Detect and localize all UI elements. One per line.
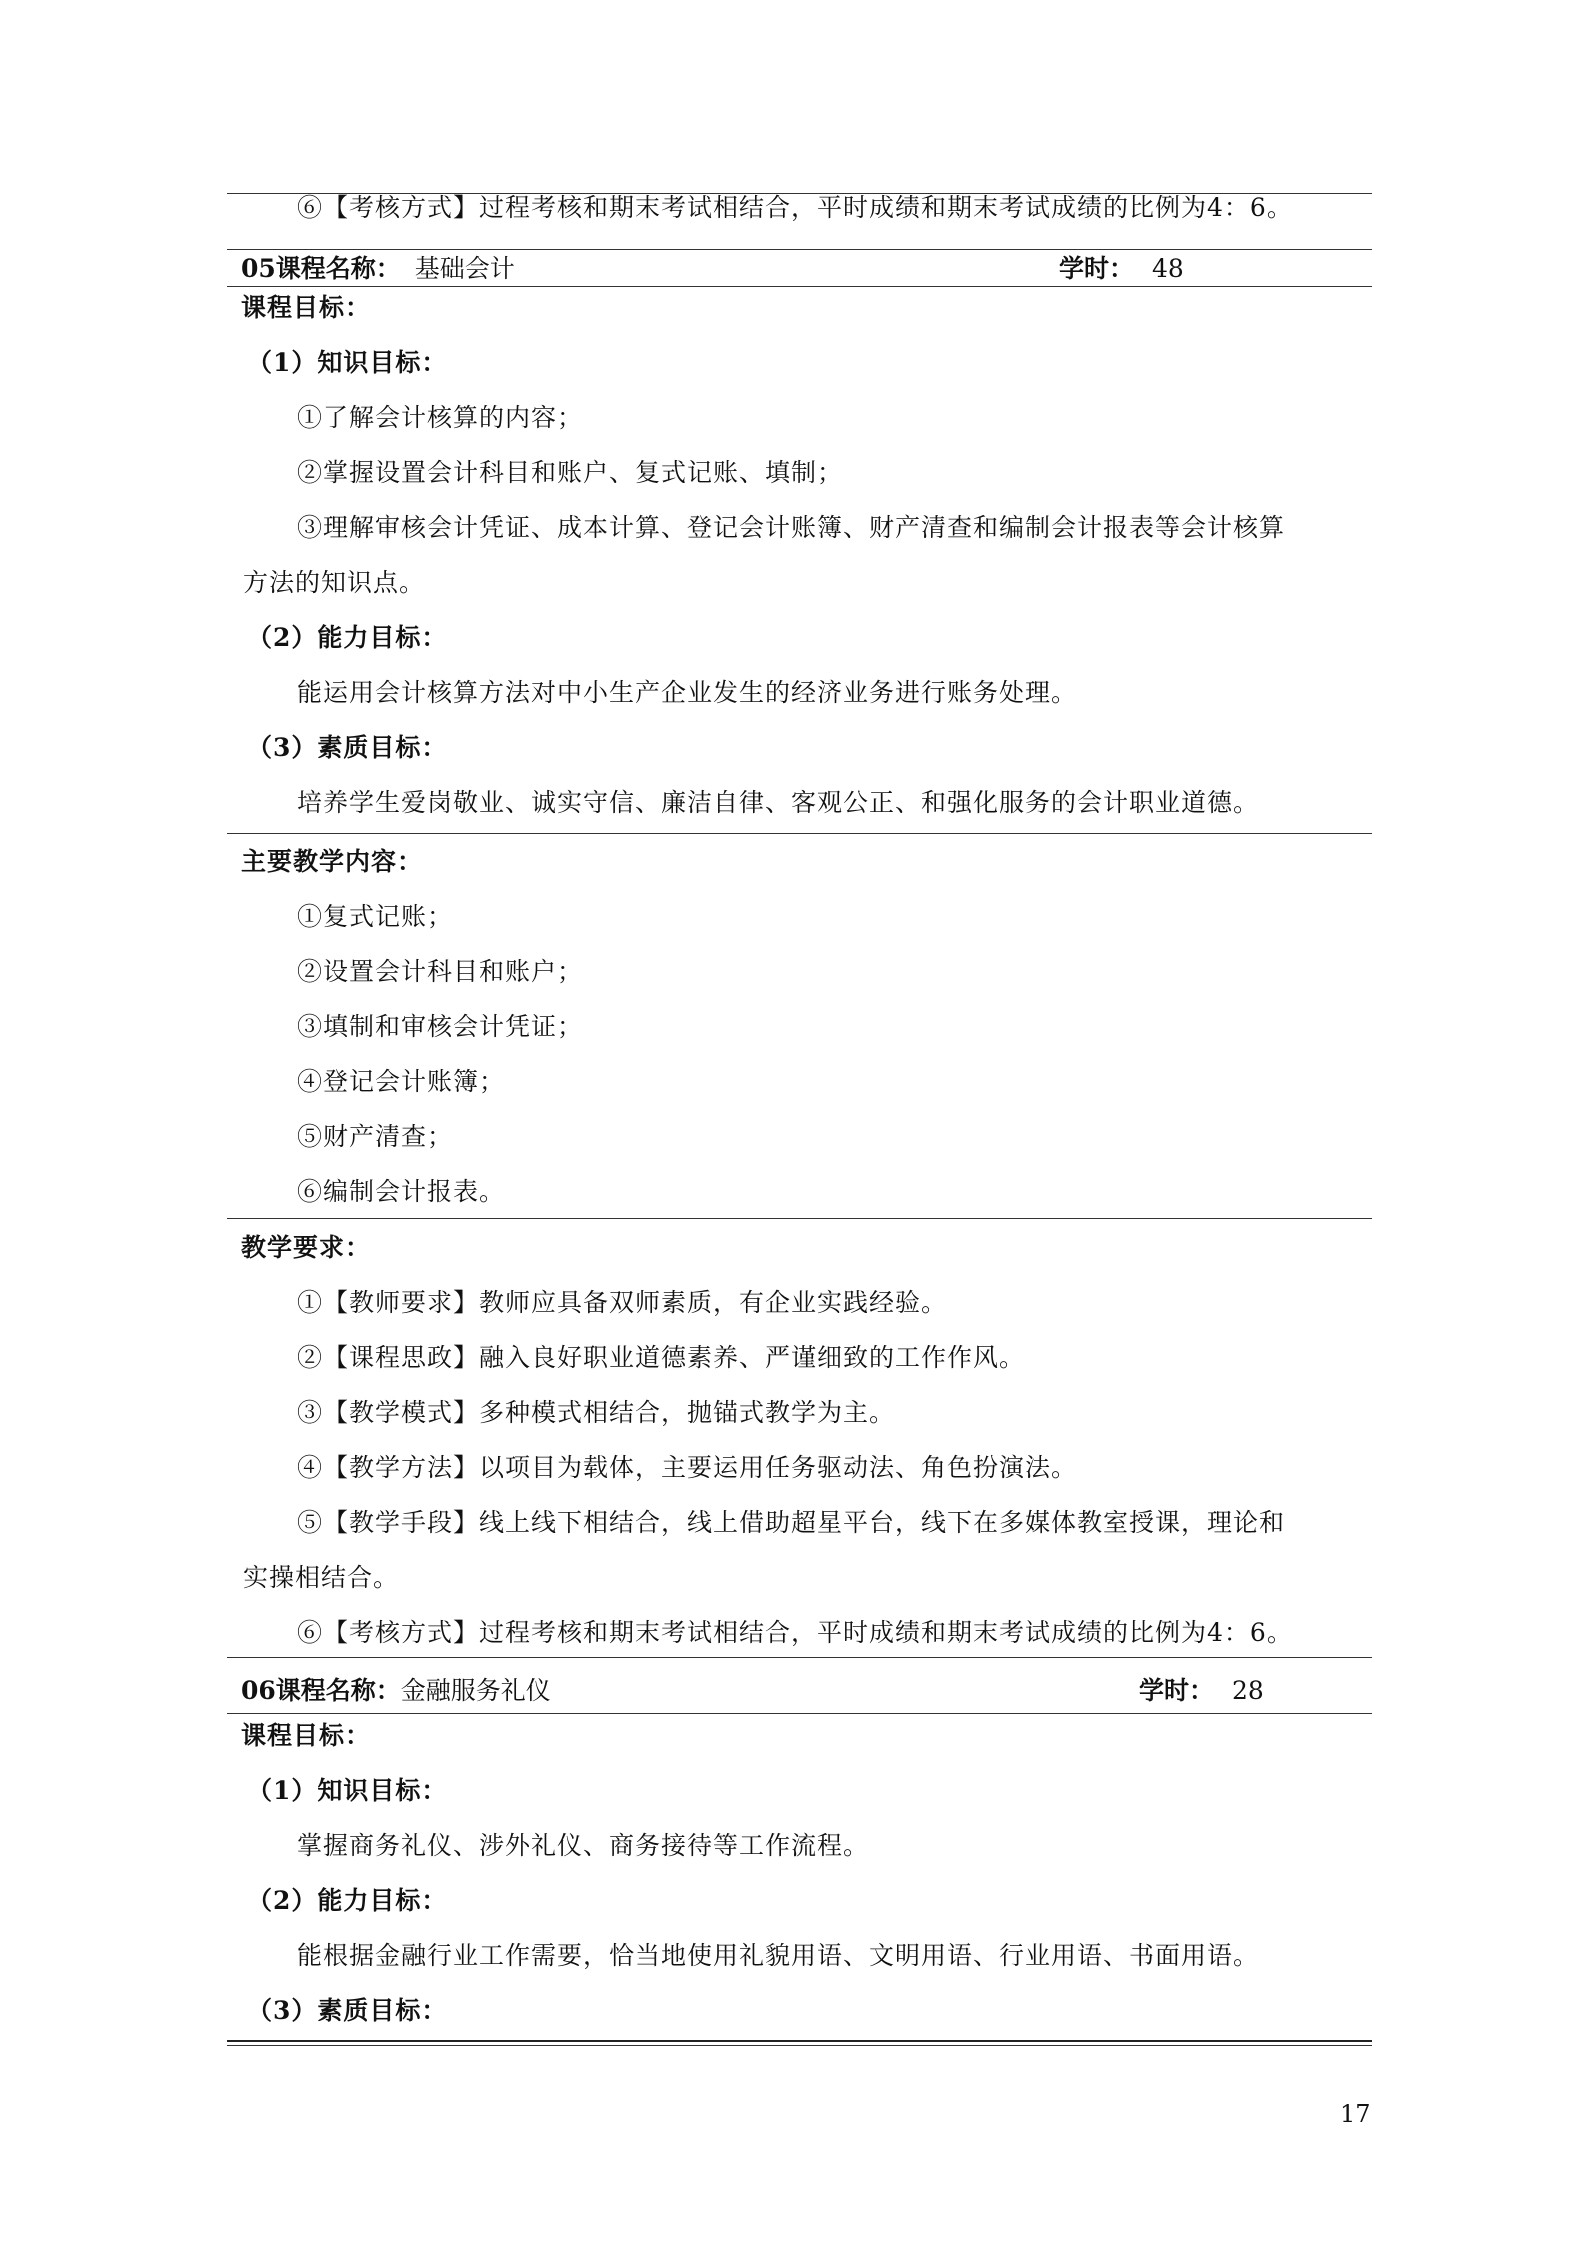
- course06-label: 06课程名称：: [241, 1676, 401, 1705]
- course06-hours-value: 28: [1232, 1676, 1264, 1705]
- course06-quality-title: （3）素质目标：: [247, 1996, 448, 2025]
- course06-title: [241, 1673, 551, 1709]
- course05-content-2: ②设置会计科目和账户；: [297, 957, 584, 986]
- course05-quality: 培养学生爱岗敬业、诚实守信、廉洁自律、客观公正、和强化服务的会计职业道德。: [297, 788, 1260, 817]
- course06-goals-title: 课程目标：: [241, 1721, 372, 1750]
- course05-knowledge-3: ③理解审核会计凭证、成本计算、登记会计账簿、财产清查和编制会计报表等会计核算: [297, 513, 1286, 542]
- course05-req-1: ①【教师要求】教师应具备双师素质，有企业实践经验。: [297, 1288, 948, 1317]
- course05-quality-title: （3）素质目标：: [247, 733, 448, 762]
- rule-req-top: [227, 1218, 1372, 1219]
- course06-ability-title: （2）能力目标：: [247, 1886, 448, 1915]
- course05-title: [241, 251, 515, 287]
- rule-course06-top: [227, 1657, 1372, 1658]
- course05-knowledge-title: （1）知识目标：: [247, 348, 448, 377]
- course05-ability-title: （2）能力目标：: [247, 623, 448, 652]
- assessment-line-top: ⑥【考核方式】过程考核和期末考试相结合，平时成绩和期末考试成绩的比例为4：6。: [297, 193, 1293, 222]
- course05-label: 05课程名称：: [241, 254, 401, 283]
- course05-content-5: ⑤财产清查；: [297, 1122, 454, 1151]
- course05-ability: 能运用会计核算方法对中小生产企业发生的经济业务进行账务处理。: [297, 678, 1078, 707]
- course05-hours-label: 学时：: [1059, 254, 1135, 283]
- course05-goals-title: 课程目标：: [241, 293, 372, 322]
- course05-knowledge-3-cont: 方法的知识点。: [243, 568, 426, 597]
- rule-bottom-inner: [227, 2045, 1372, 2046]
- course05-req-6: ⑥【考核方式】过程考核和期末考试相结合，平时成绩和期末考试成绩的比例为4：6。: [297, 1618, 1293, 1647]
- course05-knowledge-2: ②掌握设置会计科目和账户、复式记账、填制；: [297, 458, 844, 487]
- course05-content-title: 主要教学内容：: [241, 847, 424, 876]
- course05-req-4: ④【教学方法】以项目为载体，主要运用任务驱动法、角色扮演法。: [297, 1453, 1078, 1482]
- course05-content-4: ④登记会计账簿；: [297, 1067, 506, 1096]
- course06-name: 金融服务礼仪: [400, 1676, 551, 1705]
- course06-ability: 能根据金融行业工作需要，恰当地使用礼貌用语、文明用语、行业用语、书面用语。: [297, 1941, 1260, 1970]
- course05-hours-value: 48: [1152, 254, 1184, 283]
- rule-content-top: [227, 833, 1372, 834]
- course06-hours: [1139, 1673, 1264, 1709]
- course06-knowledge: 掌握商务礼仪、涉外礼仪、商务接待等工作流程。: [297, 1831, 870, 1860]
- rule-course05-top: [227, 249, 1372, 250]
- course05-knowledge-1: ①了解会计核算的内容；: [297, 403, 584, 432]
- course05-content-3: ③填制和审核会计凭证；: [297, 1012, 584, 1041]
- course05-req-3: ③【教学模式】多种模式相结合，抛锚式教学为主。: [297, 1398, 896, 1427]
- rule-course06-bottom: [227, 1713, 1372, 1714]
- course06-knowledge-title: （1）知识目标：: [247, 1776, 448, 1805]
- course05-req-2: ②【课程思政】融入良好职业道德素养、严谨细致的工作作风。: [297, 1343, 1026, 1372]
- course05-hours: [1059, 251, 1184, 287]
- course05-content-6: ⑥编制会计报表。: [297, 1177, 506, 1206]
- course05-name: 基础会计: [414, 254, 515, 283]
- course05-req-title: 教学要求：: [241, 1233, 372, 1262]
- course05-req-5-cont: 实操相结合。: [243, 1563, 400, 1592]
- course05-content-1: ①复式记账；: [297, 902, 454, 931]
- course05-req-5: ⑤【教学手段】线上线下相结合，线上借助超星平台，线下在多媒体教室授课，理论和: [297, 1508, 1286, 1537]
- course06-hours-label: 学时：: [1139, 1676, 1215, 1705]
- page-number: 17: [1340, 2100, 1371, 2128]
- rule-bottom: [227, 2040, 1372, 2042]
